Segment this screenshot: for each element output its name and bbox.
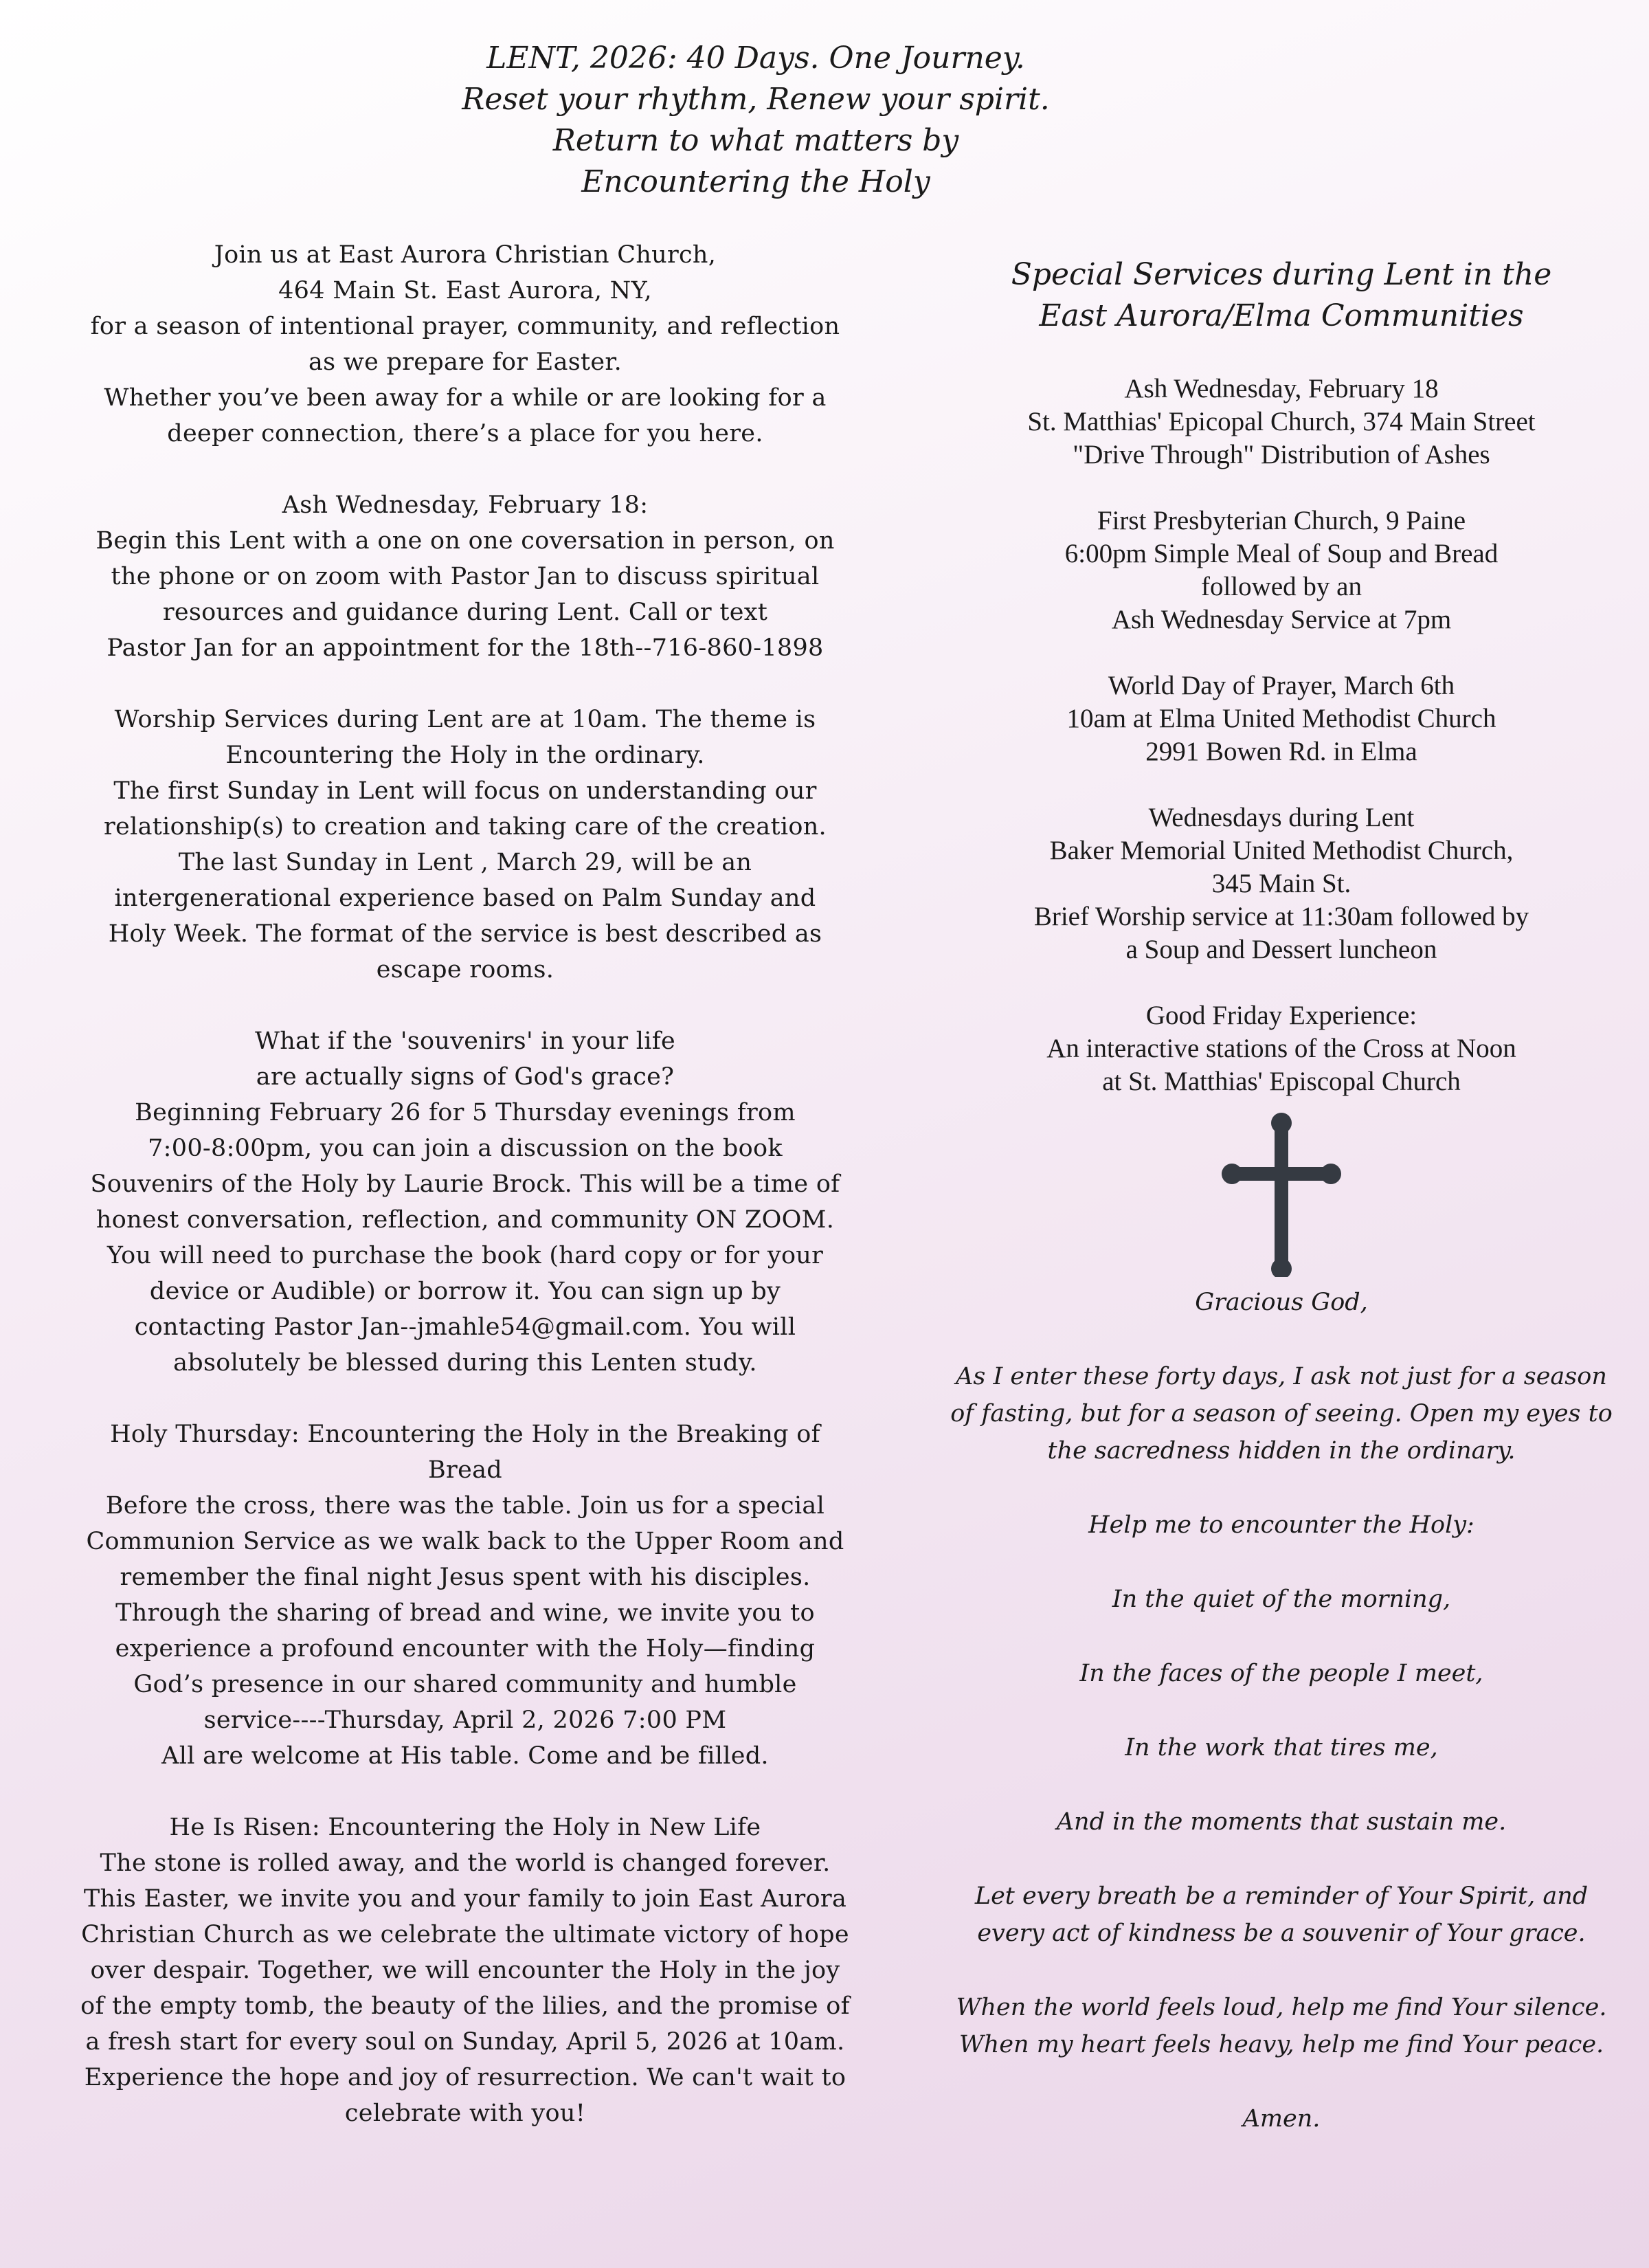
easter-line: The stone is rolled away, and the world is changed forever. — [100, 1849, 831, 1877]
souvenirs-line: Beginning February 26 for 5 Thursday evenings from — [135, 1099, 796, 1126]
presbyterian-service — [941, 504, 1622, 636]
service-line: Good Friday Experience: — [1145, 1001, 1417, 1030]
worship-line: relationship(s) to creation and taking care of the creation. — [104, 813, 827, 841]
service-line: followed by an — [1201, 572, 1362, 601]
service-line: a Soup and Dessert luncheon — [1125, 935, 1437, 964]
prayer-line: Help me to encounter the Holy: — [1088, 1511, 1474, 1539]
service-line: 345 Main St. — [1211, 869, 1351, 898]
cross-icon — [1213, 1112, 1350, 1277]
ash-wednesday-service — [941, 373, 1622, 471]
souvenirs-line: 7:00-8:00pm, you can join a discussion on the book — [148, 1135, 783, 1162]
right-column — [941, 254, 1622, 2175]
prayer-stanza — [941, 1358, 1622, 1469]
worship-line: intergenerational experience based on Palm Sunday and — [114, 885, 816, 912]
prayer-line: every act of kindness be a souvenir of Your grace. — [977, 1920, 1586, 1947]
service-line: at St. Matthias' Episcopal Church — [1102, 1067, 1461, 1096]
cross-container — [941, 1112, 1622, 1284]
intro-line: Join us at East Aurora Christian Church, — [214, 241, 717, 269]
left-column — [12, 237, 918, 2131]
prayer-line: When my heart feels heavy, help me find Your peace. — [958, 2031, 1604, 2058]
title-line: East Aurora/Elma Communities — [1039, 298, 1524, 333]
prayer-stanza — [941, 1507, 1622, 1544]
prayer-line: In the work that tires me, — [1125, 1734, 1438, 1761]
souvenirs-line: absolutely be blessed during this Lenten study. — [173, 1349, 757, 1377]
ash-wednesday-line: Ash Wednesday, February 18: — [282, 491, 649, 519]
ash-wednesday-line: Begin this Lent with a one on one coversation in person, on — [96, 527, 835, 555]
flyer-header — [344, 38, 1168, 203]
prayer-stanza — [941, 1284, 1622, 1321]
worship-line: The last Sunday in Lent , March 29, will be an — [178, 849, 752, 876]
holy-thursday-line: Through the sharing of bread and wine, we invite you to — [115, 1599, 815, 1627]
prayer-line: the sacredness hidden in the ordinary. — [1047, 1437, 1516, 1465]
service-line: St. Matthias' Epicopal Church, 374 Main Street — [1027, 407, 1536, 436]
holy-thursday-line: All are welcome at His table. Come and be filled. — [161, 1742, 769, 1770]
souvenirs-line: device or Audible) or borrow it. You can sign up by — [149, 1278, 781, 1305]
intro-section — [12, 237, 918, 452]
intro-line: deeper connection, there’s a place for you here. — [167, 420, 763, 447]
header-line: Return to what matters by — [552, 123, 959, 158]
prayer-stanza — [941, 1803, 1622, 1841]
prayer-stanza — [941, 1581, 1622, 1618]
souvenirs-line: contacting Pastor Jan--jmahle54@gmail.com. You will — [134, 1313, 796, 1341]
prayer-line: And in the moments that sustain me. — [1056, 1808, 1507, 1836]
prayer-stanza — [941, 1729, 1622, 1766]
worship-line: The first Sunday in Lent will focus on understanding our — [113, 777, 817, 805]
ash-wednesday-line: Pastor Jan for an appointment for the 18th--716-860-1898 — [106, 634, 824, 662]
prayer-line: When the world feels loud, help me find Your silence. — [956, 1994, 1607, 2021]
header-line: Reset your rhythm, Renew your spirit. — [462, 82, 1050, 117]
special-services-title — [941, 254, 1622, 337]
souvenirs-line: honest conversation, reflection, and community ON ZOOM. — [96, 1206, 835, 1234]
souvenirs-line: You will need to purchase the book (hard copy or for your — [106, 1242, 824, 1269]
holy-thursday-line: Communion Service as we walk back to the Upper Room and — [86, 1528, 844, 1555]
easter-line: Experience the hope and joy of resurrection. We can't wait to — [84, 2064, 846, 2091]
prayer-line: Gracious God, — [1195, 1289, 1368, 1316]
holy-thursday-line: Bread — [428, 1456, 502, 1484]
prayer-stanza — [941, 2100, 1622, 2137]
intro-line: 464 Main St. East Aurora, NY, — [278, 277, 652, 304]
wednesdays-service — [941, 801, 1622, 966]
service-line: Ash Wednesday Service at 7pm — [1111, 605, 1452, 634]
service-line: 2991 Bowen Rd. in Elma — [1145, 737, 1417, 766]
holy-thursday-line: service----Thursday, April 2, 2026 7:00 PM — [203, 1706, 727, 1734]
holy-thursday-line: Holy Thursday: Encountering the Holy in the Breaking of — [110, 1421, 820, 1448]
service-line: Baker Memorial United Methodist Church, — [1049, 836, 1514, 865]
holy-thursday-line: remember the final night Jesus spent with his disciples. — [120, 1564, 811, 1591]
easter-section — [12, 1810, 918, 2131]
prayer-amen: Amen. — [1242, 2105, 1321, 2133]
easter-line: celebrate with you! — [344, 2100, 586, 2127]
easter-line: a fresh start for every soul on Sunday, April 5, 2026 at 10am. — [85, 2028, 845, 2056]
service-line: An interactive stations of the Cross at Noon — [1046, 1034, 1516, 1063]
worship-section — [12, 702, 918, 988]
prayer-stanza — [941, 1878, 1622, 1952]
prayer-text — [941, 1284, 1622, 2137]
intro-line: for a season of intentional prayer, community, and reflection — [90, 313, 840, 340]
prayer-line: As I enter these forty days, I ask not just for a season — [956, 1363, 1607, 1390]
prayer-stanza — [941, 1989, 1622, 2063]
souvenirs-study-section — [12, 1023, 918, 1381]
worship-line: Encountering the Holy in the ordinary. — [225, 742, 705, 769]
prayer-stanza — [941, 1655, 1622, 1692]
easter-line: of the empty tomb, the beauty of the lilies, and the promise of — [80, 1992, 850, 2020]
service-line: "Drive Through" Distribution of Ashes — [1073, 440, 1490, 469]
holy-thursday-line: God’s presence in our shared community and humble — [133, 1671, 797, 1698]
world-day-of-prayer — [941, 669, 1622, 768]
service-line: World Day of Prayer, March 6th — [1108, 671, 1455, 700]
ash-wednesday-section — [12, 487, 918, 666]
souvenirs-line: Souvenirs of the Holy by Laurie Brock. This will be a time of — [90, 1170, 840, 1198]
prayer-line: of fasting, but for a season of seeing. Open my eyes to — [950, 1400, 1613, 1427]
easter-line: Christian Church as we celebrate the ultimate victory of hope — [81, 1921, 849, 1948]
service-line: 6:00pm Simple Meal of Soup and Bread — [1064, 539, 1499, 568]
intro-line: as we prepare for Easter. — [309, 348, 622, 376]
ash-wednesday-line: resources and guidance during Lent. Call or text — [162, 599, 768, 626]
header-line: LENT, 2026: 40 Days. One Journey. — [486, 41, 1025, 76]
easter-line: over despair. Together, we will encounter the Holy in the joy — [90, 1957, 840, 1984]
good-friday-service — [941, 999, 1622, 1098]
souvenirs-line: are actually signs of God's grace? — [256, 1063, 675, 1091]
title-line: Special Services during Lent in the — [1011, 257, 1552, 292]
service-line: Ash Wednesday, February 18 — [1124, 374, 1439, 403]
prayer-line: In the faces of the people I meet, — [1079, 1660, 1483, 1687]
worship-line: escape rooms. — [376, 956, 554, 983]
prayer-line: Let every breath be a reminder of Your Spirit, and — [974, 1882, 1589, 1910]
prayer-line: In the quiet of the morning, — [1112, 1586, 1451, 1613]
intro-line: Whether you’ve been away for a while or are looking for a — [104, 384, 827, 412]
worship-line: Worship Services during Lent are at 10am. The theme is — [114, 706, 816, 733]
easter-line: This Easter, we invite you and your family to join East Aurora — [83, 1885, 847, 1913]
easter-line: He Is Risen: Encountering the Holy in New Life — [169, 1814, 761, 1841]
service-line: Wednesdays during Lent — [1148, 803, 1415, 832]
service-line: Brief Worship service at 11:30am followed by — [1033, 902, 1529, 931]
service-line: 10am at Elma United Methodist Church — [1066, 704, 1496, 733]
holy-thursday-line: experience a profound encounter with the Holy—finding — [115, 1635, 816, 1663]
ash-wednesday-line: the phone or on zoom with Pastor Jan to discuss spiritual — [111, 563, 820, 590]
holy-thursday-section — [12, 1416, 918, 1774]
souvenirs-line: What if the 'souvenirs' in your life — [254, 1027, 676, 1055]
service-line: First Presbyterian Church, 9 Paine — [1097, 506, 1466, 535]
worship-line: Holy Week. The format of the service is best described as — [108, 920, 822, 948]
holy-thursday-line: Before the cross, there was the table. Join us for a special — [105, 1492, 825, 1520]
header-line: Encountering the Holy — [581, 164, 930, 199]
